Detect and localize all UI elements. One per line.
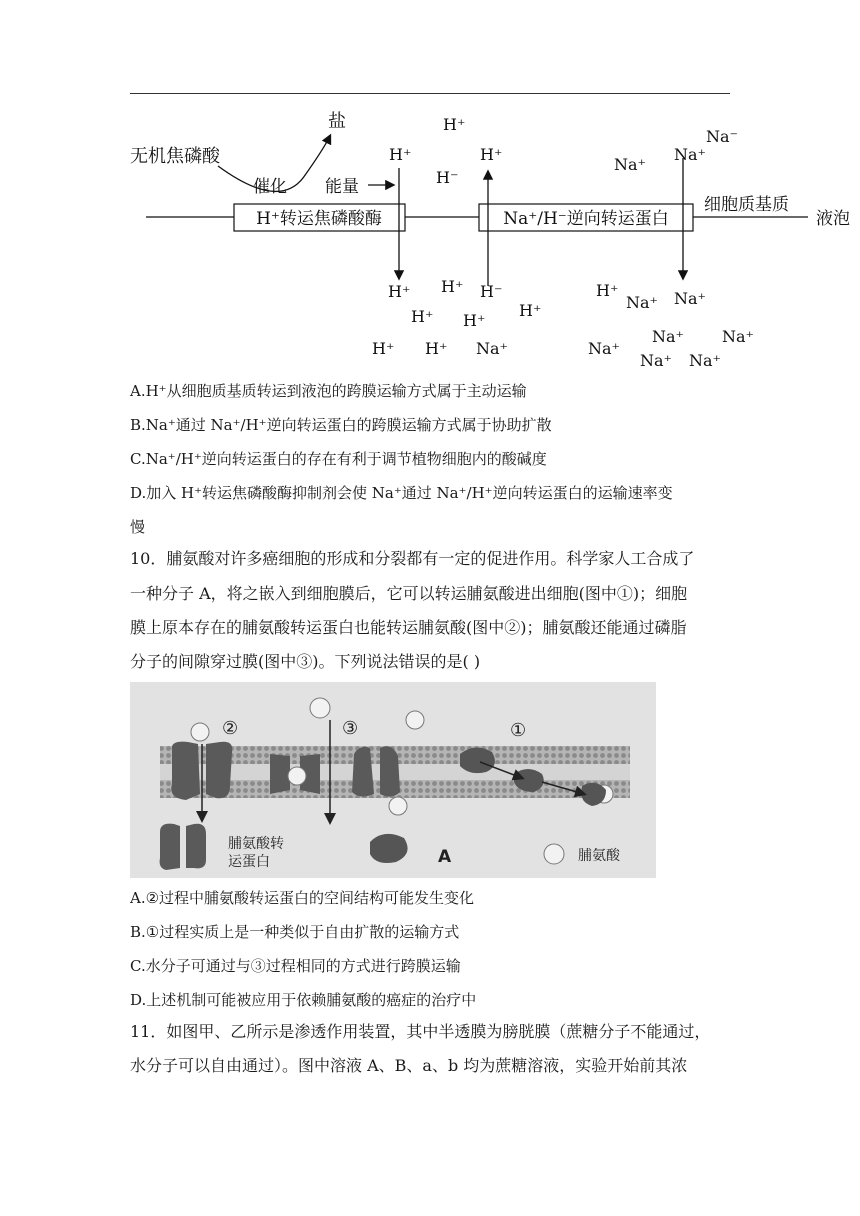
ion: Na⁺ [674, 289, 706, 308]
vacuole-label: 液泡 [816, 209, 850, 229]
q9-option-d: D.加入 H⁺转运焦磷酸酶抑制剂会使 Na⁺通过 Na⁺/H⁺逆向转运蛋白的运输速率变 [130, 484, 673, 502]
ion: H⁺ [372, 339, 395, 358]
ion: Na⁺ [614, 155, 646, 174]
ion: H⁺ [596, 281, 619, 300]
q11-line: 11．如图甲、乙所示是渗透作用装置，其中半透膜为膀胱膜（蔗糖分子不能通过， [130, 1022, 711, 1041]
legend-transporter-icon [186, 824, 206, 869]
ion: Na⁺ [652, 327, 684, 346]
ions-bottom [372, 277, 754, 370]
ion: Na⁺ [626, 293, 658, 312]
transporter-protein [270, 754, 290, 794]
marker-1: ① [510, 720, 527, 741]
ion: Na⁻ [706, 127, 738, 146]
ion: H⁺ [411, 307, 434, 326]
q10-line: 膜上原本存在的脯氨酸转运蛋白也能转运脯氨酸(图中②)；脯氨酸还能通过磷脂 [130, 618, 687, 637]
transporter-protein [171, 742, 200, 800]
q10-line: 10．脯氨酸对许多癌细胞的形成和分裂都有一定的促进作用。科学家人工合成了 [130, 549, 695, 568]
ion: H⁻ [436, 168, 459, 187]
ion: H⁺ [425, 339, 448, 358]
ion: Na⁺ [689, 351, 721, 370]
marker-3: ③ [342, 718, 359, 739]
ion: Na⁺ [476, 339, 508, 358]
legend-transporter-label: 运蛋白 [228, 854, 270, 870]
legend-transporter-label: 脯氨酸转 [228, 836, 284, 852]
molecule-a [460, 747, 495, 773]
ion: Na⁺ [640, 351, 672, 370]
legend-transporter-icon [160, 824, 180, 870]
ion: H⁺ [388, 282, 411, 301]
top-rule [130, 93, 730, 94]
q11-line: 水分子可以自由通过）。图中溶液 A、B、a、b 均为蔗糖溶液，实验开始前其浓 [130, 1056, 688, 1075]
ion: H⁺ [389, 145, 412, 164]
salt-label: 盐 [328, 111, 346, 132]
ion: Na⁺ [674, 145, 706, 164]
antiporter-label: Na⁺/H⁻逆向转运蛋白 [503, 209, 669, 229]
ion: H⁺ [480, 145, 503, 164]
q9-option-d-cont: 慢 [130, 518, 146, 536]
marker-2: ② [222, 718, 239, 739]
ion: H⁺ [463, 311, 486, 330]
proline-transport-figure [130, 682, 656, 878]
ion: H⁺ [443, 115, 466, 134]
legend-a-label: A [438, 847, 452, 867]
q9-option-a: A.H⁺从细胞质基质转运到液泡的跨膜运输方式属于主动运输 [130, 382, 527, 400]
pump-enzyme-label: H⁺转运焦磷酸酶 [256, 209, 382, 229]
q10-line: 一种分子 A，将之嵌入到细胞膜后，它可以转运脯氨酸进出细胞(图中①)；细胞 [130, 584, 688, 603]
q10-option-c: C.水分子可通过与③过程相同的方式进行跨膜运输 [130, 957, 461, 975]
ion: Na⁺ [722, 327, 754, 346]
catalysis-label: 催化 [253, 177, 287, 197]
ion: H⁺ [519, 301, 542, 320]
legend-proline-icon [544, 844, 564, 864]
q9-option-b: B.Na⁺通过 Na⁺/H⁺逆向转运蛋白的跨膜运输方式属于协助扩散 [130, 416, 552, 434]
ion: H⁺ [441, 277, 464, 296]
inorganic-pyrophosphate-label: 无机焦磷酸 [130, 146, 220, 167]
legend-proline-label: 脯氨酸 [578, 848, 620, 864]
energy-label: 能量 [325, 177, 359, 197]
q10-option-d: D.上述机制可能被应用于依赖脯氨酸的癌症的治疗中 [130, 991, 477, 1009]
q10-option-a: A.②过程中脯氨酸转运蛋白的空间结构可能发生变化 [130, 889, 475, 907]
ions-top [389, 115, 738, 187]
cytoplasm-matrix-label: 细胞质基质 [704, 195, 789, 215]
ion: H⁻ [480, 282, 503, 301]
transporter-protein [206, 742, 232, 799]
q10-line: 分子的间隙穿过膜(图中③)。下列说法错误的是( ) [130, 652, 481, 671]
q9-option-c: C.Na⁺/H⁺逆向转运蛋白的存在有利于调节植物细胞内的酸碱度 [130, 450, 547, 468]
ion: Na⁺ [588, 339, 620, 358]
ion-transport-diagram [118, 100, 860, 375]
q10-option-b: B.①过程实质上是一种类似于自由扩散的运输方式 [130, 923, 460, 941]
